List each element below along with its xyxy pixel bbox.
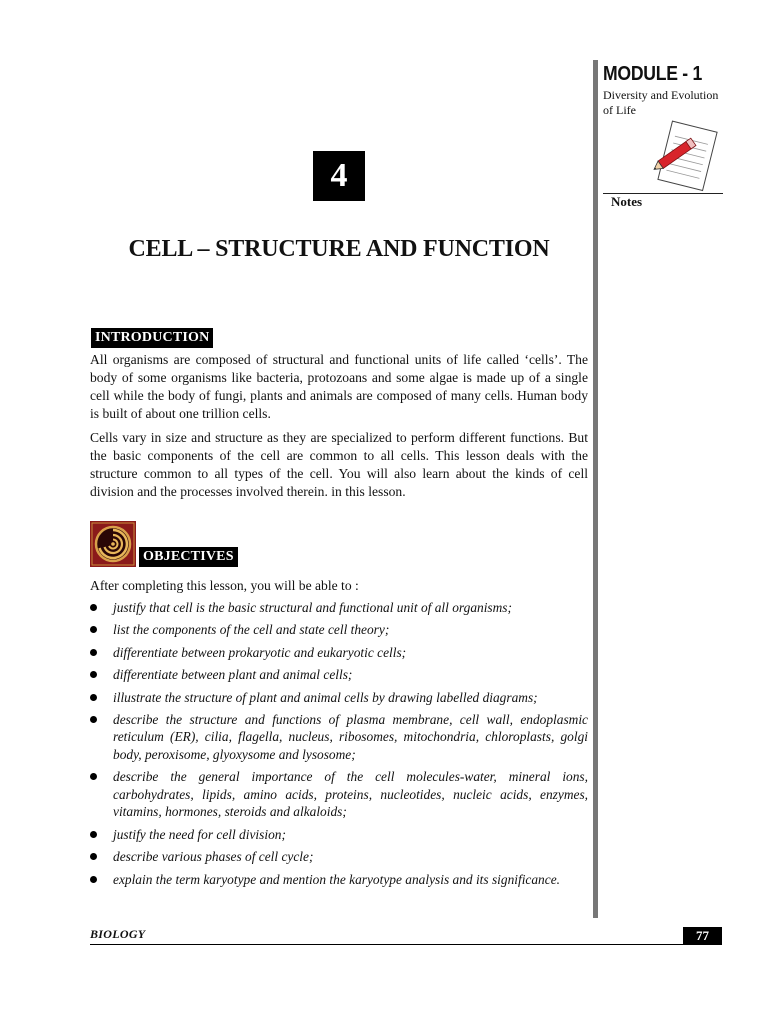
- page-number: 77: [683, 927, 722, 945]
- bullet-icon: [90, 604, 97, 611]
- margin-divider-bar: [593, 60, 598, 918]
- list-item: describe the general importance of the cell molecules-water, mineral ions, carbohydrates, lipids, amino acids, proteins, nucleotides, nucleic acids, enzymes, vitamins, hormones, steroids and alkaloids;: [90, 768, 588, 821]
- list-item: differentiate between plant and animal cells;: [90, 666, 588, 684]
- list-item: explain the term karyotype and mention the karyotype analysis and its significance.: [90, 871, 588, 889]
- intro-paragraph-2: Cells vary in size and structure as they are specialized to perform different functions. But the basic components of the cell are common to all cells. This lesson deals with the structure common to all types of the cell. You will also learn about the kinds of cell division and the processes involved therein. in this lesson.: [90, 430, 588, 499]
- bullet-icon: [90, 671, 97, 678]
- notes-label: Notes: [611, 194, 643, 209]
- bullet-icon: [90, 626, 97, 633]
- bullet-icon: [90, 876, 97, 883]
- module-subtitle-line1: Diversity and Evolution: [603, 88, 719, 102]
- list-item: describe the structure and functions of plasma membrane, cell wall, endoplasmic reticulum (ER), cilia, flagella, nucleus, ribosomes, mitochondria, chloroplasts, golgi body, peroxisome, glyoxysome and lysosome;: [90, 711, 588, 764]
- footer-subject: BIOLOGY: [90, 927, 146, 941]
- introduction-heading: INTRODUCTION: [91, 328, 213, 348]
- bullet-icon: [90, 831, 97, 838]
- list-item: illustrate the structure of plant and animal cells by drawing labelled diagrams;: [90, 689, 588, 707]
- bullet-icon: [90, 649, 97, 656]
- intro-paragraph-1: All organisms are composed of structural and functional units of life called ‘cells’. The body of some organisms like bacteria, protozoans and some algae is made up of a single cell while the body of fungi, plants and animals are composed of many cells. Human body is built of about one trillion cells.: [90, 352, 588, 421]
- list-item: justify that cell is the basic structural and functional unit of all organisms;: [90, 599, 588, 617]
- target-spiral-icon: [90, 521, 136, 567]
- list-item: justify the need for cell division;: [90, 826, 588, 844]
- footer-rule: [90, 944, 722, 945]
- bullet-icon: [90, 694, 97, 701]
- bullet-icon: [90, 853, 97, 860]
- module-title: MODULE - 1: [603, 63, 703, 85]
- objectives-heading: OBJECTIVES: [139, 547, 238, 567]
- module-subtitle: [603, 88, 743, 118]
- module-subtitle-line2: of Life: [603, 103, 636, 117]
- bullet-icon: [90, 773, 97, 780]
- objectives-lead: After completing this lesson, you will be able to :: [90, 578, 359, 593]
- chapter-number-badge: 4: [313, 151, 365, 201]
- objectives-list: [90, 599, 588, 893]
- list-item: list the components of the cell and state cell theory;: [90, 621, 588, 639]
- notepad-pencil-icon: [648, 120, 720, 196]
- module-sidebar: [603, 62, 743, 118]
- bullet-icon: [90, 716, 97, 723]
- list-item: describe various phases of cell cycle;: [90, 848, 588, 866]
- chapter-title: CELL – STRUCTURE AND FUNCTION: [128, 236, 550, 262]
- list-item: differentiate between prokaryotic and eukaryotic cells;: [90, 644, 588, 662]
